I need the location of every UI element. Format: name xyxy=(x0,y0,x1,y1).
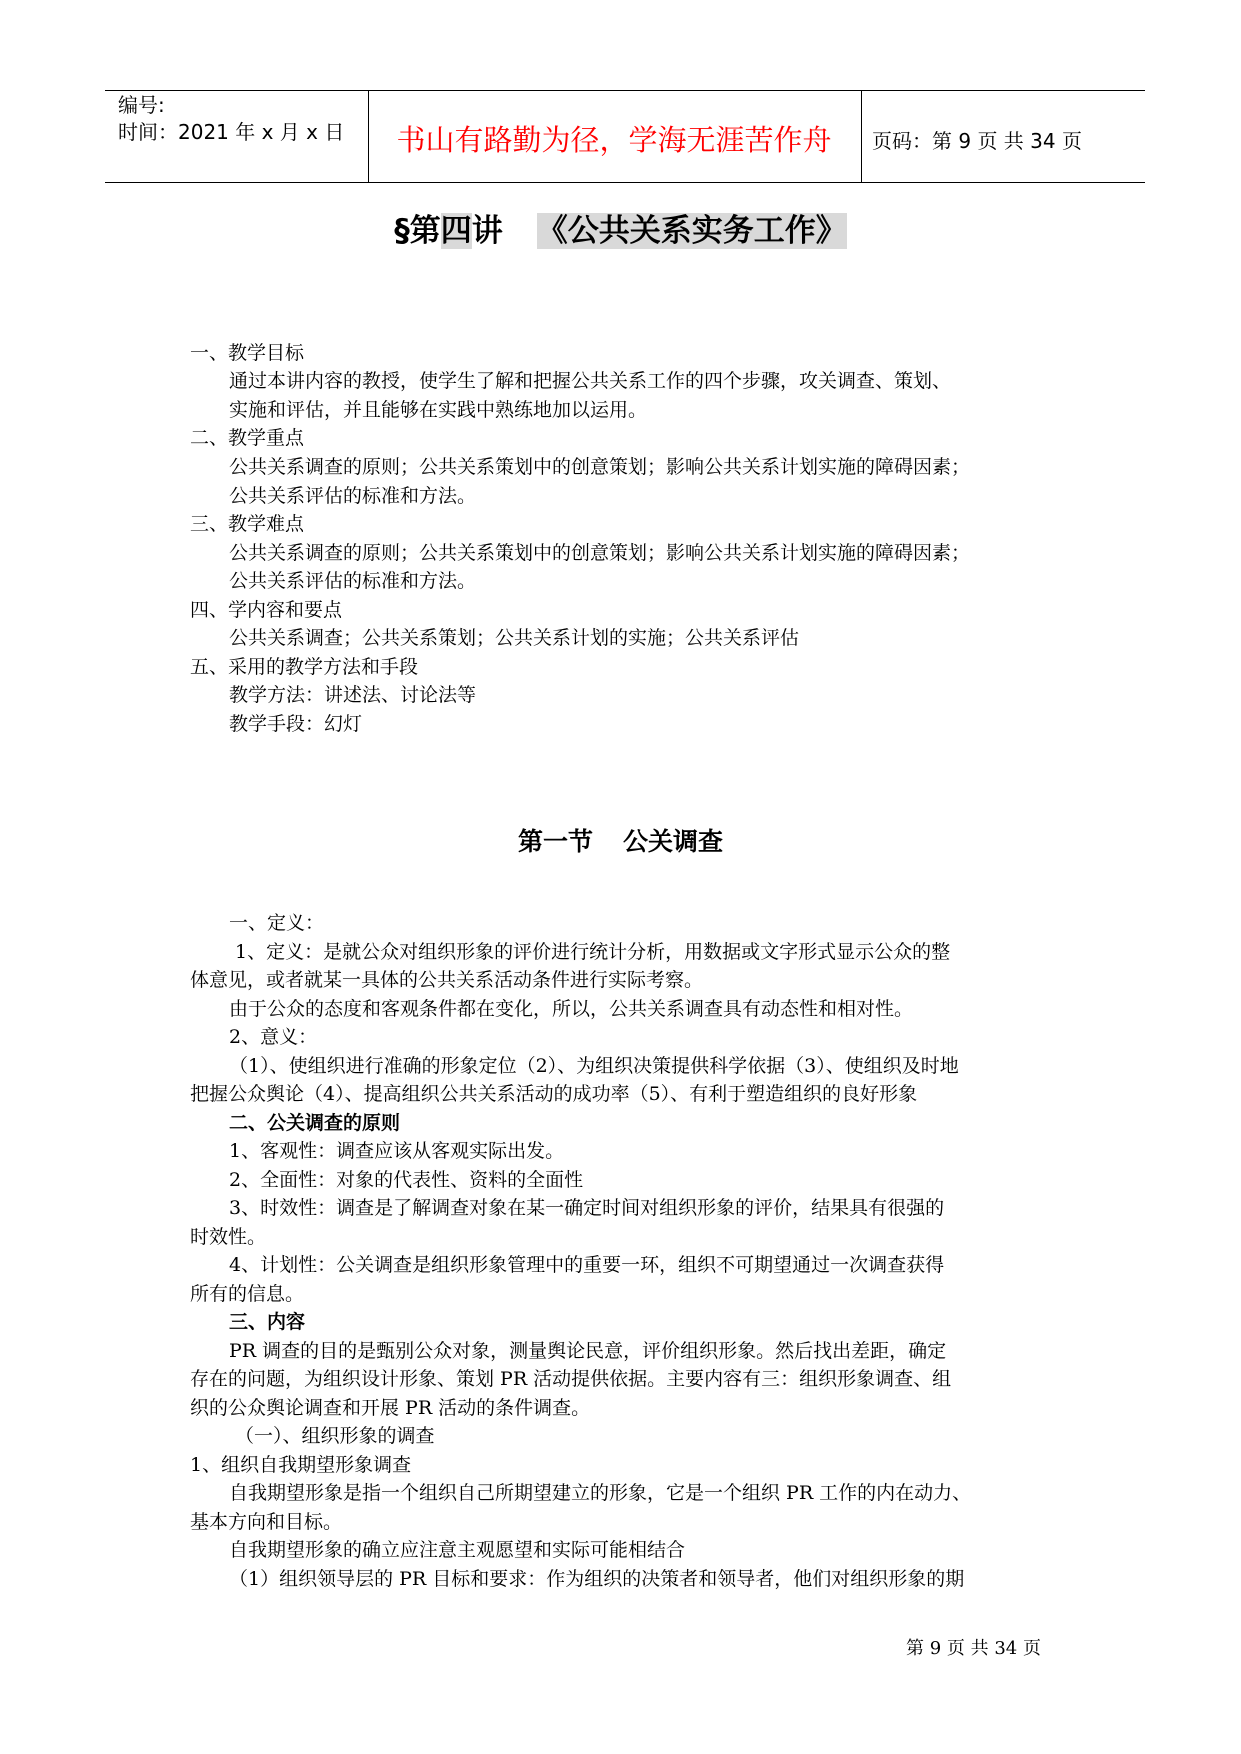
intro-line: 教学手段：幻灯 xyxy=(229,713,363,735)
body-line: 基本方向和目标。 xyxy=(190,1511,343,1533)
body-line: 织的公众舆论调查和开展 PR 活动的条件调查。 xyxy=(190,1397,591,1419)
body-line: （1）、使组织进行准确的形象定位（2）、为组织决策提供科学依据（3）、使组织及时地 xyxy=(229,1055,959,1077)
body-line: 2、意义： xyxy=(229,1026,318,1048)
title-book-name: 《公共关系实务工作》 xyxy=(536,213,847,249)
title-highlight-number: 四 xyxy=(440,213,472,249)
body-line: 所有的信息。 xyxy=(190,1283,305,1305)
intro-line: 公共关系评估的标准和方法。 xyxy=(229,485,477,507)
body-line: 一、定义： xyxy=(229,912,325,934)
intro-line: 四、学内容和要点 xyxy=(190,599,343,621)
lecture-title xyxy=(0,209,1241,253)
body-line: 存在的问题，为组织设计形象、策划 PR 活动提供依据。主要内容有三：组织形象调查、组 xyxy=(190,1368,952,1390)
intro-line: 实施和评估，并且能够在实践中熟练地加以运用。 xyxy=(229,399,648,421)
body-line: 自我期望形象是指一个组织自己所期望建立的形象，它是一个组织 PR 工作的内在动力、 xyxy=(229,1482,972,1504)
body-subheading: 三、内容 xyxy=(229,1311,306,1333)
intro-line: 教学方法：讲述法、讨论法等 xyxy=(229,684,477,706)
body-line: 体意见，或者就某一具体的公共关系活动条件进行实际考察。 xyxy=(190,969,704,991)
title-suffix: 讲 xyxy=(471,213,503,249)
section-name: 公关调查 xyxy=(623,827,724,856)
body-line: 自我期望形象的确立应注意主观愿望和实际可能相结合 xyxy=(229,1539,686,1561)
header-divider-left xyxy=(368,90,369,183)
intro-line: 公共关系评估的标准和方法。 xyxy=(229,570,477,592)
intro-line: 二、教学重点 xyxy=(190,427,305,449)
body-line: 3、时效性：调查是了解调查对象在某一确定时间对组织形象的评价，结果具有很强的 xyxy=(229,1197,945,1219)
header-bottom-rule xyxy=(105,182,1145,183)
intro-line: 三、教学难点 xyxy=(190,513,305,535)
intro-line: 通过本讲内容的教授，使学生了解和把握公共关系工作的四个步骤，攻关调查、策划、 xyxy=(229,370,952,392)
body-line: 2、全面性：对象的代表性、资料的全面性 xyxy=(229,1169,584,1191)
body-line: （一）、组织形象的调查 xyxy=(235,1425,435,1447)
body-line: PR 调查的目的是甄别公众对象，测量舆论民意，评价组织形象。然后找出差距，确定 xyxy=(229,1340,947,1362)
intro-line: 一、教学目标 xyxy=(190,342,305,364)
body-line: 1、客观性：调查应该从客观实际出发。 xyxy=(229,1140,565,1162)
body-line: 1、组织自我期望形象调查 xyxy=(190,1454,412,1476)
header-divider-right xyxy=(861,90,862,183)
body-subheading: 二、公关调查的原则 xyxy=(229,1112,401,1134)
document-time-label: 时间：2021 年 x 月 x 日 xyxy=(118,120,345,144)
header-top-rule xyxy=(105,90,1145,91)
intro-line: 公共关系调查的原则；公共关系策划中的创意策划；影响公共关系计划实施的障碍因素； xyxy=(229,456,971,478)
body-line: 4、计划性：公关调查是组织形象管理中的重要一环，组织不可期望通过一次调查获得 xyxy=(229,1254,945,1276)
section-number: 第一节 xyxy=(517,827,593,856)
header-motto: 书山有路勤为径，学海无涯苦作舟 xyxy=(396,123,832,157)
page-footer: 第 9 页 共 34 页 xyxy=(906,1638,1041,1659)
document-number-label: 编号: xyxy=(118,93,165,117)
body-line: 时效性。 xyxy=(190,1226,267,1248)
intro-line: 五、采用的教学方法和手段 xyxy=(190,656,419,678)
body-line: 1、定义：是就公众对组织形象的评价进行统计分析，用数据或文字形式显示公众的整 xyxy=(235,941,951,963)
section-heading xyxy=(0,822,1241,858)
header-left-cell xyxy=(118,92,344,146)
body-line: （1）组织领导层的 PR 目标和要求：作为组织的决策者和领导者，他们对组织形象的期 xyxy=(229,1568,965,1590)
title-prefix: §第 xyxy=(394,213,441,249)
intro-line: 公共关系调查的原则；公共关系策划中的创意策划；影响公共关系计划实施的障碍因素； xyxy=(229,542,971,564)
intro-line: 公共关系调查；公共关系策划；公共关系计划的实施；公共关系评估 xyxy=(229,627,800,649)
body-line: 由于公众的态度和客观条件都在变化，所以，公共关系调查具有动态性和相对性。 xyxy=(229,998,914,1020)
body-line: 把握公众舆论（4）、提高组织公共关系活动的成功率（5）、有利于塑造组织的良好形象 xyxy=(190,1083,918,1105)
header-page-label: 页码：第 9 页 共 34 页 xyxy=(872,129,1082,153)
